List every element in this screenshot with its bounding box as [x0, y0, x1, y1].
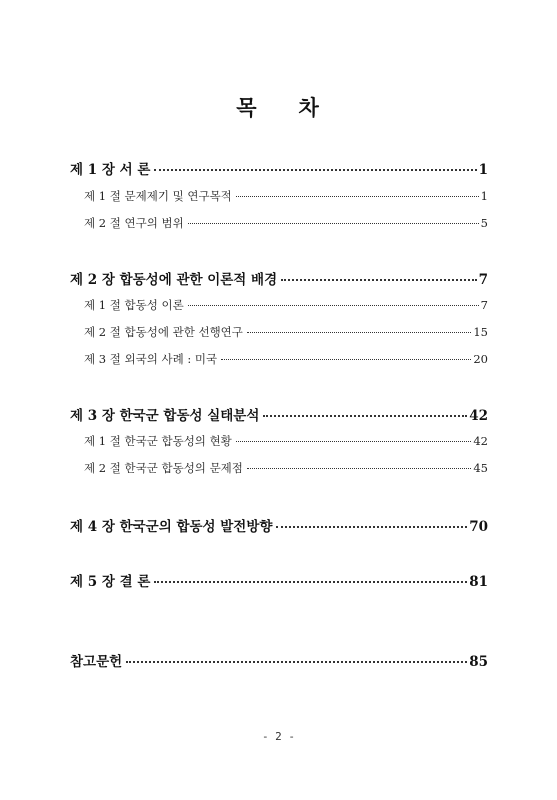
toc-entry-label: 제 1 절 합동성 이론 [84, 298, 184, 312]
dot-leader [281, 279, 476, 281]
toc-section-3-2[interactable] [84, 460, 488, 476]
toc-chapter-5[interactable] [70, 570, 488, 590]
toc-page-number: 1 [480, 189, 488, 203]
toc-page-number: 70 [469, 519, 488, 535]
toc-page-number: 1 [478, 162, 488, 178]
toc-section-3-1[interactable] [84, 433, 488, 449]
toc-entry-label: 제 1 절 한국군 합동성의 현황 [84, 434, 232, 448]
toc-section-2-1[interactable] [84, 297, 488, 313]
toc-section-1-1[interactable] [84, 188, 488, 204]
toc-title [0, 92, 557, 122]
toc-page-number: 85 [469, 654, 488, 670]
toc-entry-label: 제 2 절 연구의 범위 [84, 216, 184, 230]
toc-page-number: 81 [469, 574, 488, 590]
dot-leader [247, 332, 471, 333]
dot-leader [188, 223, 479, 224]
dot-leader [276, 526, 467, 528]
toc-page-number: 45 [473, 461, 488, 475]
toc-entry-label: 제 2 절 합동성에 관한 선행연구 [84, 325, 243, 339]
toc-entry-label: 제 2 장 합동성에 관한 이론적 배경 [70, 272, 278, 288]
toc-references[interactable] [70, 650, 488, 670]
toc-entry-label: 제 3 절 외국의 사례 : 미국 [84, 352, 218, 366]
toc-title-char-1: 목 [236, 95, 259, 120]
dot-leader [236, 196, 479, 197]
toc-page-number: 20 [473, 352, 488, 366]
toc-page-number: 42 [473, 434, 488, 448]
dot-leader [263, 415, 467, 417]
toc-chapter-2[interactable] [70, 268, 488, 288]
toc-entry-label: 참고문헌 [70, 654, 123, 670]
toc-chapter-4[interactable] [70, 515, 488, 535]
dot-leader [247, 468, 471, 469]
toc-entry-label: 제 2 절 한국군 합동성의 문제점 [84, 461, 243, 475]
toc-page-number: 42 [469, 408, 488, 424]
toc-entry-label: 제 3 장 한국군 합동성 실태분석 [70, 408, 260, 424]
toc-chapter-1[interactable] [70, 158, 488, 178]
dot-leader [188, 305, 479, 306]
toc-entry-label: 제 5 장 결 론 [70, 574, 151, 590]
toc-chapter-3[interactable] [70, 404, 488, 424]
toc-entry-label: 제 1 장 서 론 [70, 162, 151, 178]
toc-entry-label: 제 4 장 한국군의 합동성 발전방향 [70, 519, 273, 535]
toc-section-2-2[interactable] [84, 324, 488, 340]
dot-leader [126, 661, 467, 663]
dot-leader [221, 359, 471, 360]
page-number-footer: - 2 - [261, 730, 296, 743]
toc-page-number: 7 [478, 272, 488, 288]
toc-page-number: 7 [480, 298, 488, 312]
dot-leader [154, 581, 467, 583]
toc-title-char-2: 차 [298, 95, 321, 120]
toc-section-1-2[interactable] [84, 215, 488, 231]
dot-leader [236, 441, 472, 442]
toc-section-2-3[interactable] [84, 351, 488, 367]
dot-leader [154, 169, 476, 171]
toc-page-number: 15 [473, 325, 488, 339]
toc-entry-label: 제 1 절 문제제기 및 연구목적 [84, 189, 232, 203]
toc-page-number: 5 [480, 216, 488, 230]
